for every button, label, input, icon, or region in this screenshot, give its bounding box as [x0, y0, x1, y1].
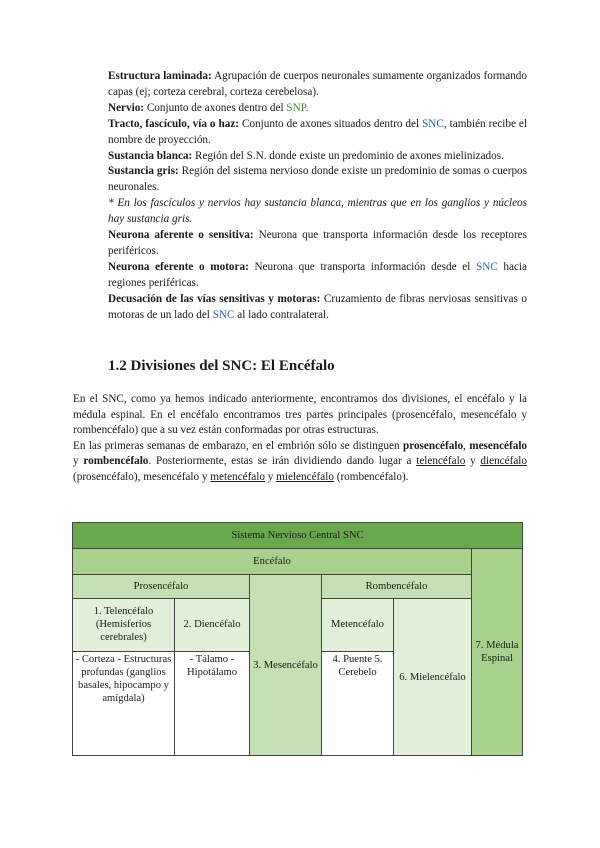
telencefalo-cell: 1. Telencéfalo (Hemisferios cerebrales) — [73, 599, 175, 651]
snc-link[interactable]: SNC — [422, 117, 444, 130]
rombencefalo-header: Rombencéfalo — [322, 575, 472, 599]
medula-cell: 7. Médula Espinal — [472, 549, 523, 756]
paragraph: En las primeras semanas de embarazo, en el embrión sólo se distinguen prosencéfalo, mesencéfalo y rombencéfalo. Posteriormente, estas se irán dividiendo dando lugar a telencéfalo y diencéfalo (prosencéfalo), mesencéfalo y metencéfalo y mielencéfalo (rombencéfalo). — [73, 439, 528, 483]
table-title: Sistema Nervioso Central SNC — [73, 523, 523, 549]
definitions-list — [108, 69, 527, 324]
definition-item: Tracto, fascículo, vía o haz: Conjunto de axones situados dentro del SNC, también recibe el nombre de proyección. — [108, 117, 528, 146]
prosencefalo-header: Prosencéfalo — [73, 575, 250, 599]
definition-item: Sustancia gris: Región del sistema nervioso donde existe un predominio de somas o cuerpos neuronales. — [108, 165, 528, 194]
mielencefalo-cell: 6. Mielencéfalo — [394, 599, 472, 756]
encefalo-header: Encéfalo — [73, 549, 472, 575]
section-heading: 1.2 Divisiones del SNC: El Encéfalo — [108, 358, 335, 374]
mesencefalo-cell: 3. Mesencéfalo — [250, 575, 322, 756]
section-body — [73, 392, 527, 486]
snc-table — [72, 522, 523, 756]
telencefalo-parts: - Corteza - Estructuras profundas (ganglios basales, hipocampo y amígdala) — [73, 651, 175, 755]
diencefalo-parts: - Tálamo - Hipotálamo — [175, 651, 250, 755]
metencefalo-parts: 4. Puente 5. Cerebelo — [322, 651, 394, 755]
definition-item: Decusación de las vías sensitivas y motoras: Cruzamiento de fibras nerviosas sensitivas o motoras de un lado del SNC al lado contralateral. — [108, 292, 528, 321]
paragraph: En el SNC, como ya hemos indicado anteriormente, encontramos dos divisiones, el encéfalo y la médula espinal. En el encéfalo encontramos tres partes principales (prosencéfalo, mesencéfalo y rombencéfalo) que a su vez están conformadas por otras estructuras. — [73, 393, 527, 437]
metencefalo-cell: Metencéfalo — [322, 599, 394, 651]
definition-item: Estructura laminada: Agrupación de cuerpos neuronales sumamente organizados formando capas (ej; corteza cerebral, corteza cerebelosa). — [108, 70, 527, 98]
snc-link[interactable]: SNC — [475, 260, 498, 273]
snp-link[interactable]: SNP — [286, 101, 306, 114]
definition-item: Neurona aferente o sensitiva: Neurona que transporta información desde los receptores periféricos. — [108, 229, 528, 257]
snc-link[interactable]: SNC — [212, 308, 235, 321]
definition-note: * En los fascículos y nervios hay sustancia blanca, mientras que en los ganglios y núcleos hay sustancia gris. — [108, 197, 527, 226]
definition-item: Sustancia blanca: Región del S.N. donde existe un predominio de axones mielinizados. — [108, 149, 504, 162]
definition-item: Neurona eferente o motora: Neurona que transporta información desde el SNC hacia regiones periféricas. — [108, 260, 528, 289]
diencefalo-cell: 2. Diencéfalo — [175, 599, 250, 651]
definition-item: Nervio: Conjunto de axones dentro del SNP. — [108, 101, 309, 114]
